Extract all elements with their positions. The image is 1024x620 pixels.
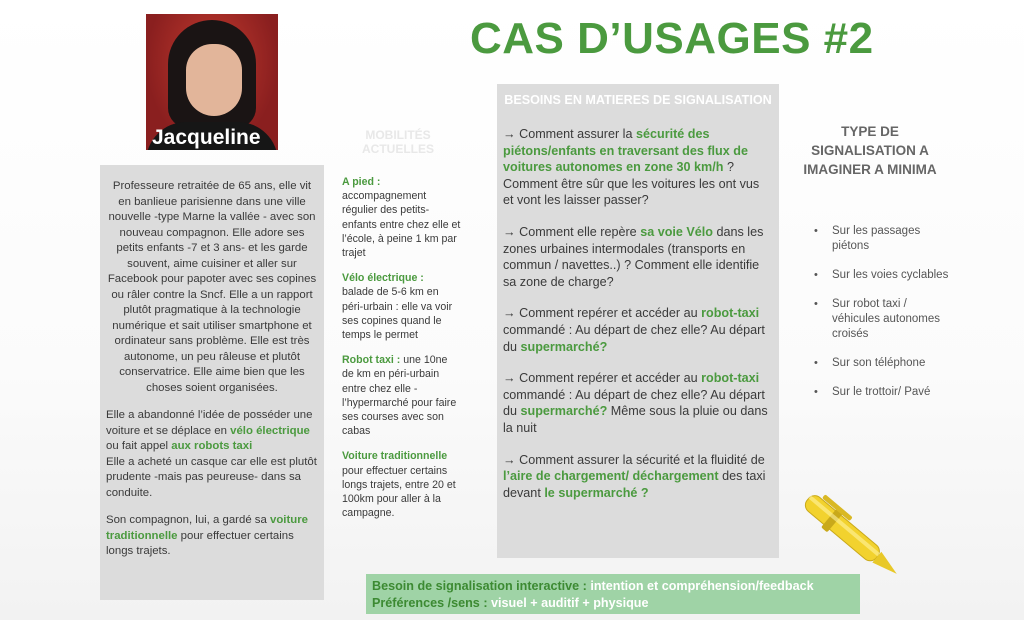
signal-type-heading: TYPE DE SIGNALISATION A IMAGINER A MINIMA (803, 124, 937, 177)
needs-highlight: robot-taxi (701, 306, 760, 321)
mobility-item (342, 175, 462, 260)
mobility-label: Vélo électrique : (342, 272, 424, 285)
persona-name: Jacqueline (152, 126, 261, 149)
needs-highlight: sa voie Vélo (640, 224, 713, 239)
mobility-item (342, 271, 462, 342)
list-item-text: Sur le trottoir/ Pavé (832, 386, 931, 398)
mobility-label: A pied : (342, 176, 381, 188)
mobility-label: Robot taxi : (342, 354, 401, 367)
mobility-text: pour effectuer certains longs trajets, entre 20 et 100km pour aller à la campagne. (342, 464, 456, 520)
needs-question (503, 126, 773, 209)
summary-banner (366, 574, 860, 614)
bullet-icon: • (814, 298, 818, 310)
signal-type-list (810, 224, 950, 414)
banner-value: visuel + auditif + physique (487, 595, 649, 610)
profile-highlight: voiture traditionnelle (106, 514, 308, 542)
bullet-icon: • (814, 269, 818, 281)
needs-highlight: robot-taxi (701, 371, 760, 386)
list-item (810, 268, 950, 283)
profile-paragraph (106, 513, 318, 560)
page-title: CAS D’USAGES #2 (470, 14, 874, 63)
needs-question (503, 370, 773, 436)
needs-text: des taxi devant (503, 469, 766, 500)
mobility-list (342, 175, 462, 531)
list-item (810, 356, 950, 371)
profile-text: Elle a acheté un casque car elle est plutôt prudente -mais pas peureuse- dans sa conduite. (106, 455, 317, 499)
banner-label: Besoin de signalisation interactive : (372, 579, 587, 593)
profile-highlight: aux robots taxi (171, 440, 253, 452)
list-item (810, 385, 950, 400)
persona-face (186, 44, 242, 116)
banner-line (372, 595, 854, 612)
profile-paragraph (106, 408, 318, 501)
list-item-text: Sur son téléphone (832, 357, 926, 369)
bullet-icon: • (814, 386, 818, 398)
list-item-text: Sur les passages piétons (832, 225, 921, 252)
needs-text: commandé : Au départ de chez elle? Au départ du (503, 322, 765, 354)
list-item (810, 297, 950, 342)
needs-heading: BESOINS EN MATIERES DE SIGNALISATION (504, 93, 772, 107)
needs-highlight: supermarché? (520, 404, 608, 419)
profile-text: Elle a abandonné l’idée de posséder une voiture et se déplace en (106, 409, 313, 437)
list-item-text: Sur robot taxi / véhicules autonomes croisés (832, 298, 941, 340)
needs-text: dans les zones urbaines intermodales (transports en commun / navettes..) ? Comment elle identifie sa zone de charge? (503, 224, 764, 289)
profile-text: Son compagnon, lui, a gardé sa (106, 514, 271, 526)
mobility-text: balade de 5-6 km en péri-urbain : elle va voir ses copines quand le temps le permet (342, 286, 453, 342)
mobility-item (342, 449, 462, 520)
needs-highlight: supermarché? (520, 339, 608, 354)
profile-text: ou fait appel (106, 440, 172, 452)
needs-text: → Comment assurer la (503, 127, 636, 141)
needs-text: ? Comment être sûr que les voitures les ont vus et vont les laisser passer? (503, 160, 760, 208)
needs-text: → Comment assurer la sécurité et la fluidité de (503, 452, 765, 467)
list-item (810, 224, 950, 254)
list-item-text: Sur les voies cyclables (832, 269, 949, 281)
needs-question (503, 305, 773, 355)
mobility-label: Voiture traditionnelle (342, 450, 448, 463)
profile-highlight: vélo électrique (230, 424, 310, 437)
profile-panel (100, 165, 324, 600)
needs-highlight: sécurité des piétons/enfants en traversant des flux de voitures autonomes en zone 30 km/h (503, 127, 748, 175)
needs-highlight: le supermarché ? (544, 485, 649, 500)
persona-photo (146, 14, 278, 150)
banner-line (372, 578, 854, 595)
banner-value: intention et compréhension/feedback (586, 579, 814, 593)
needs-question (503, 452, 773, 502)
bullet-icon: • (814, 225, 818, 237)
needs-text: → Comment repérer et accéder au (503, 306, 702, 321)
needs-panel (497, 84, 779, 558)
mobility-text: accompagnement régulier des petits-enfants entre chez elle et l’école, à peine 1 km par trajet (342, 190, 461, 260)
needs-text: → Comment elle repère (503, 224, 641, 239)
needs-question (503, 224, 773, 290)
mobility-item (342, 353, 462, 438)
bullet-icon: • (814, 357, 818, 369)
profile-text: pour effectuer certains longs trajets. (106, 529, 294, 557)
needs-text: Même sous la pluie ou dans la nuit (503, 404, 768, 435)
mobility-text: une 10ne de km en péri-urbain entre chez elle - l’hypermarché pour faire ses courses avec son cabas (342, 354, 457, 438)
needs-text: commandé : Au départ de chez elle? Au départ du (503, 387, 765, 419)
needs-highlight: l’aire de chargement/ déchargement (503, 469, 719, 484)
banner-label: Préférences /sens : (372, 595, 488, 610)
needs-text: → Comment repérer et accéder au (503, 371, 702, 386)
profile-paragraph: Professeure retraitée de 65 ans, elle vit en banlieue parisienne dans une ville nouvelle -type Marne la vallée - avec son nouveau compagnon. Elle adore ses petits enfants -7 et 3 ans- et les garde souvent, aime cuisiner et aller sur Facebook pour papoter avec ses copines ou râler contre la Sncf. Elle a un rapport plutôt pragmatique à la technologie numérique et sait utiliser smartphone et ordinateur sans problème. Elle est très autonome, un peu râleuse et plutôt conservatrice. Elle aime bien que les choses soient organisées. (107, 180, 317, 394)
mobility-heading: MOBILITÉS ACTUELLES (362, 128, 434, 156)
